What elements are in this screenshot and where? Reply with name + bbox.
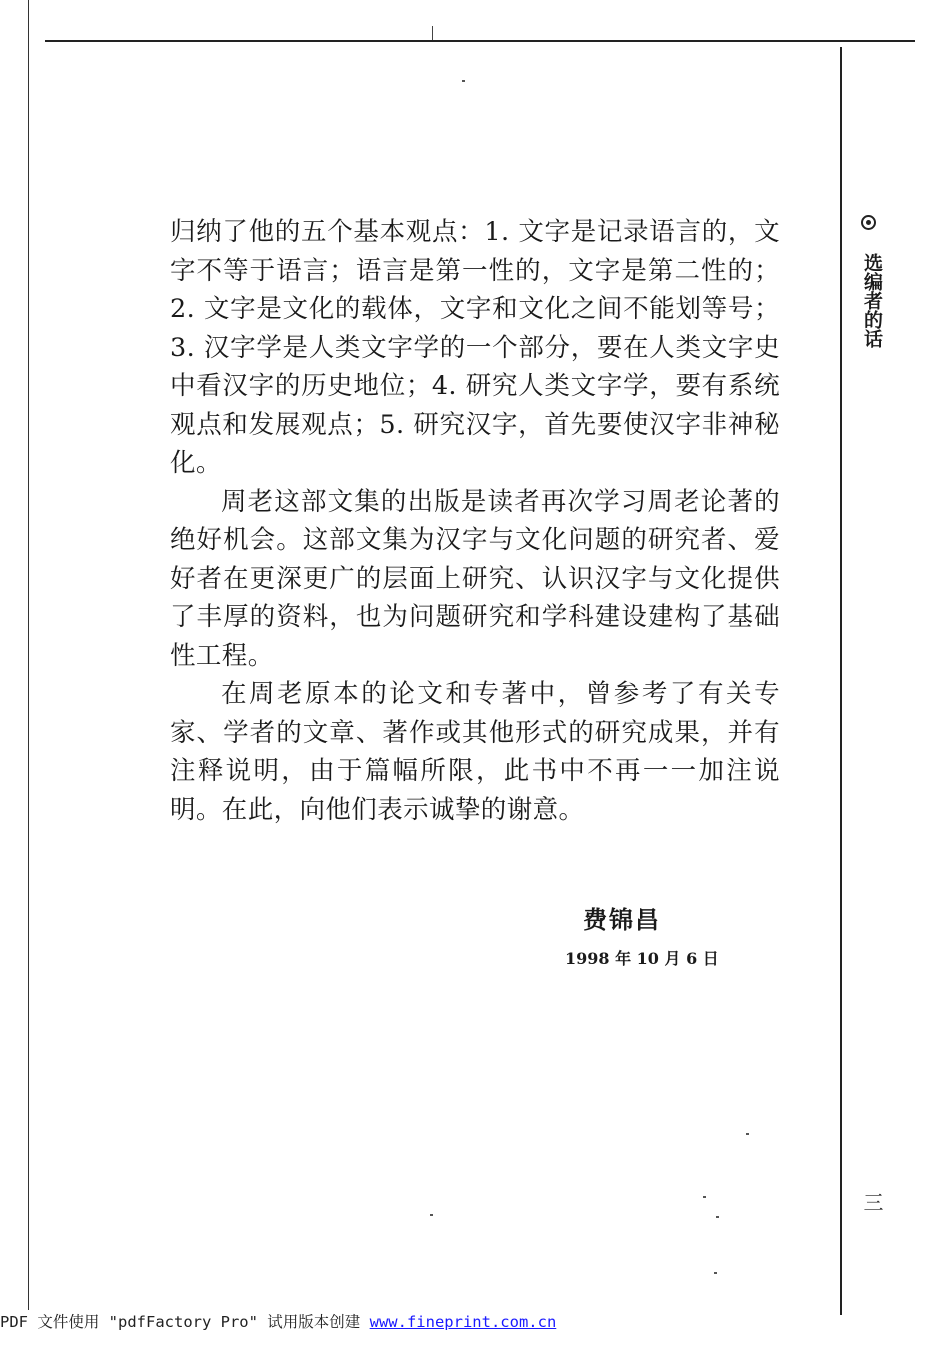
scan-speck [703,1196,706,1198]
left-margin-rule [28,0,29,1310]
header-rule [45,40,915,42]
footer-text: PDF 文件使用 "pdfFactory Pro" 试用版本创建 [0,1313,370,1331]
paragraph: 归纳了他的五个基本观点：1. 文字是记录语言的，文字不等于语言；语言是第一性的，文字是第二性的；2. 文字是文化的载体，文字和文化之间不能划等号；3. 汉字学是人类文字学的一个部分，要在人类文字史中看汉字的历史地位；4. 研究人类文字学，要有系统观点和发展观点；5. 研究汉字，首先要使汉字非神秘化。 [170,217,780,478]
signature-date: 1998 年 10 月 6 日 [565,949,719,968]
paragraph: 在周老原本的论文和专著中，曾参考了有关专家、学者的文章、著作或其他形式的研究成果，并有注释说明，由于篇幅所限，此书中不再一一加注说明。在此，向他们表示诚挚的谢意。 [170,679,780,825]
circle-dot-icon [861,215,876,230]
section-title: 选编者的话 [861,253,883,348]
scan-speck [462,80,465,82]
footer-link[interactable]: www.fineprint.com.cn [369,1313,557,1331]
page-number: 三 [860,1192,884,1212]
body-text [170,213,780,829]
header-tick [432,26,433,40]
scan-speck [716,1216,719,1218]
pdf-footer [0,1310,556,1332]
scan-speck [430,1214,433,1216]
author-signature: 费锦昌 [583,906,661,934]
scan-speck [746,1133,749,1135]
scan-speck [714,1272,717,1274]
right-margin-rule [840,47,842,1315]
paragraph: 周老这部文集的出版是读者再次学习周老论著的绝好机会。这部文集为汉字与文化问题的研究者、爱好者在更深更广的层面上研究、认识汉字与文化提供了丰厚的资料，也为问题研究和学科建设建构了基础性工程。 [170,486,780,671]
